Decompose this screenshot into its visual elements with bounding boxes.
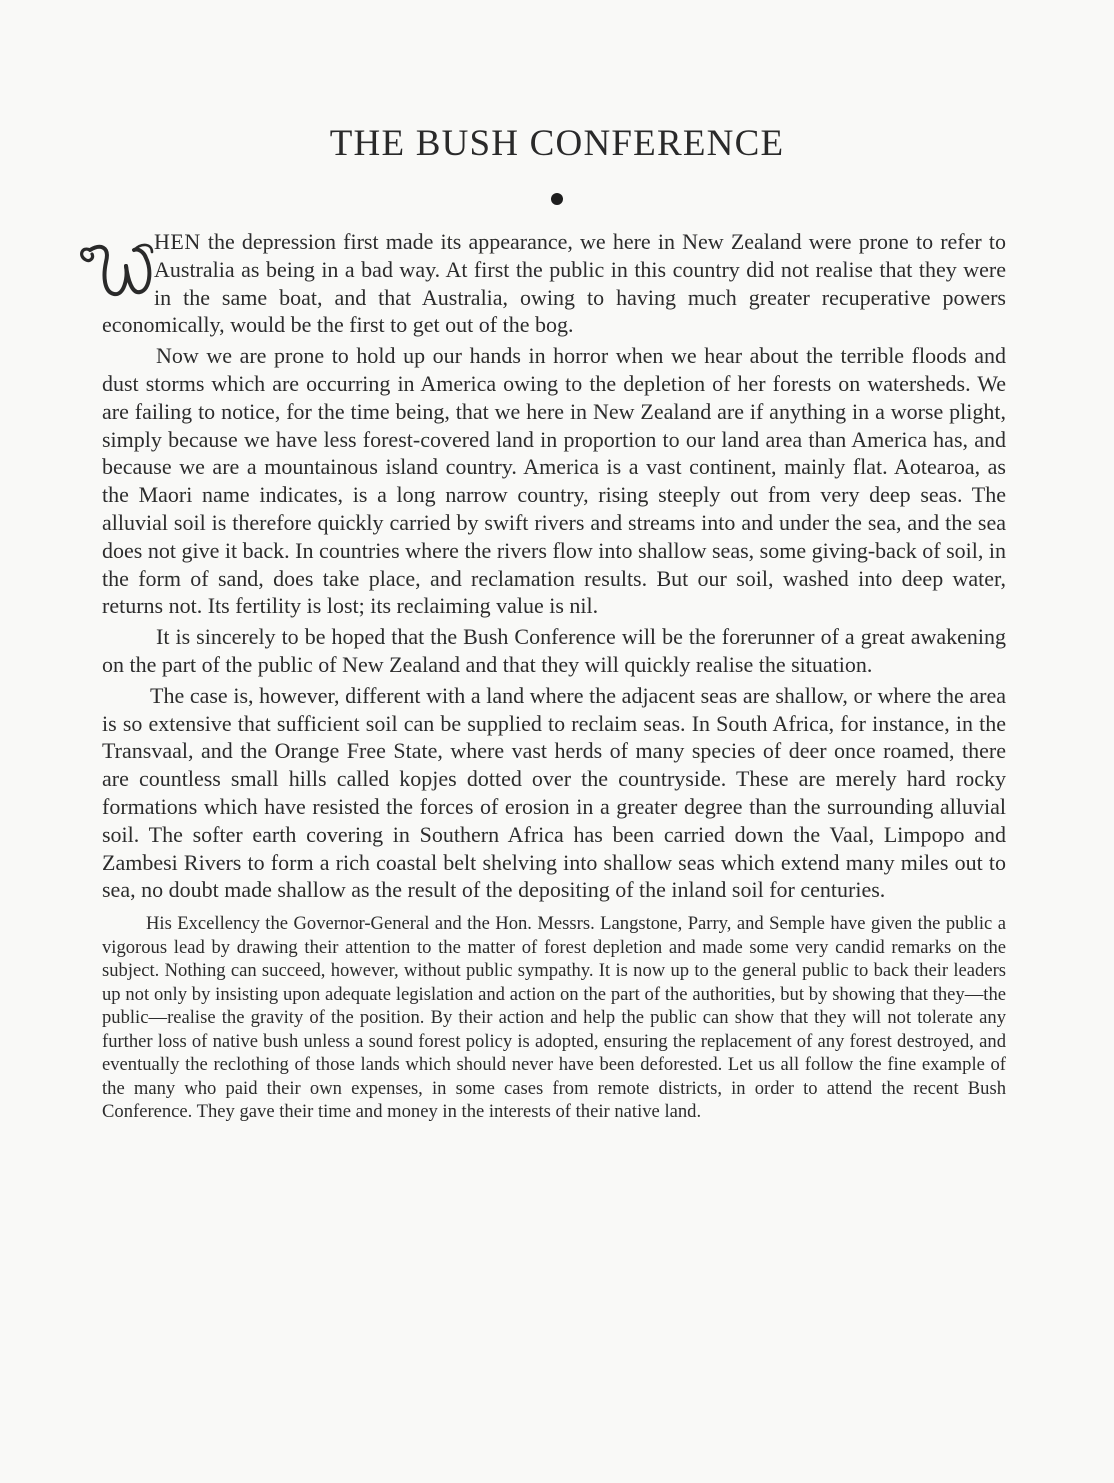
page-title: THE BUSH CONFERENCE <box>329 123 785 164</box>
paragraph-5: His Excellency the Governor-General and the Hon. Messrs. Langstone, Parry, and Semple have given the public a vigorous lead by drawing their attention to the matter of forest depletion and made some very candid remarks on the subject. Nothing can succeed, however, without public sympathy. It is now up to the general public to back their leaders up not only by insisting upon adequate legislation and action on the part of the authorities, but by showing that they—the public—realise the gravity of the position. By their action and help the public can show that they will not tolerate any further loss of native bush unless a sound forest policy is adopted, ensuring the replacement of any forest destroyed, and eventually the reclothing of those lands which should never have been deforested. Let us all follow the fine example of the many who paid their own expenses, in some cases from remote districts, in order to attend the recent Bush Conference. They gave their time and money in the interests of their native land. <box>102 913 1006 1123</box>
lead-word: HEN <box>154 229 201 254</box>
paragraph-4: The case is, however, different with a land where the adjacent seas are shallow, or where the area is so extensive that sufficient soil can be supplied to reclaim seas. In South Africa, for instance, in the Transvaal, and the Orange Free State, where vast herds of many species of deer once roamed, there are countless small hills called kopjes dotted over the countryside. These are merely hard rocky formations which have resisted the forces of erosion in a greater degree than the surrounding alluvial soil. The softer earth covering in Southern Africa has been carried down the Vaal, Limpopo and Zambesi Rivers to form a rich coastal belt shelving into shallow seas which extend many miles out to sea, no doubt made shallow as the result of the depositing of the inland soil for centuries. <box>102 682 1006 903</box>
paragraph-2: Now we are prone to hold up our hands in horror when we hear about the terrible floods and dust storms which are occurring in America owing to the depletion of her forests on watersheds. We are failing to notice, for the time being, that we here in New Zealand are if anything in a worse plight, simply because we have less forest-covered land in proportion to our land area than America has, and because we are a mountainous island country. America is a vast continent, mainly flat. Aotearoa, as the Maori name indicates, is a long narrow country, rising steeply out from very deep seas. The alluvial soil is therefore quickly carried by swift rivers and streams into and under the sea, and the sea does not give it back. In countries where the rivers flow into shallow seas, some giving-back of soil, in the form of sand, does take place, and reclamation results. But our soil, washed into deep water, returns not. Its fertility is lost; its reclaiming value is nil. <box>102 343 1006 619</box>
paragraph-3: It is sincerely to be hoped that the Bush Conference will be the forerunner of a great awakening on the part of the public of New Zealand and that they will quickly realise the situation. <box>102 624 1006 677</box>
drop-cap-w <box>76 228 154 308</box>
article-body <box>102 228 1006 1124</box>
paragraph-1-text: the depression first made its appearance, we here in New Zealand were prone to refer to Australia as being in a bad way. At first the public in this country did not realise that they were in the same boat, and that Australia, owing to having much greater recuperative powers economically, would be the first to get out of the bog. <box>102 229 1006 338</box>
ornament-bullet <box>551 193 563 205</box>
paragraph-1 <box>102 228 1006 339</box>
